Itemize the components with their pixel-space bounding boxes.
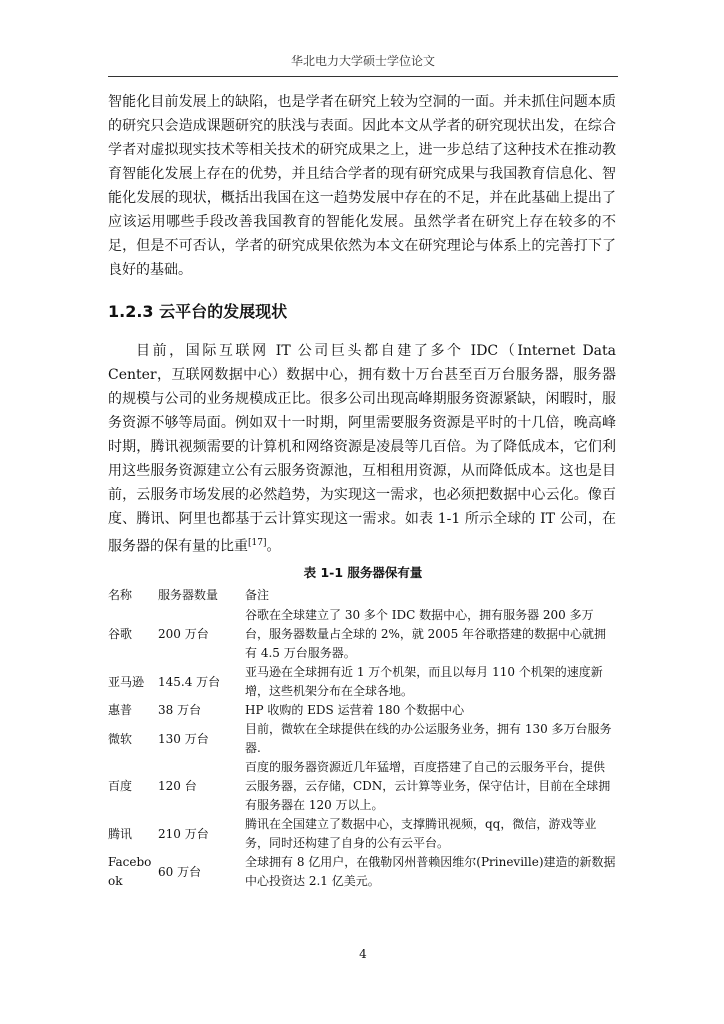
- row-count: 200 万台: [158, 627, 209, 641]
- row-note: 腾讯在全国建立了数据中心，支撑腾讯视频，qq，微信，游戏等业务，同时还构建了自身的公有云平台。: [245, 817, 597, 850]
- table-row: [108, 720, 616, 758]
- table-row: [108, 853, 616, 891]
- row-count: 38 万台: [158, 703, 202, 717]
- server-table: [108, 584, 616, 891]
- row-name: Facebook: [108, 855, 152, 888]
- row-name: 惠普: [108, 703, 133, 717]
- header-note: 备注: [245, 587, 270, 602]
- paragraph-2-end: 。: [266, 538, 281, 555]
- table-row: [108, 606, 616, 663]
- header-rule: [108, 76, 618, 77]
- row-count: 145.4 万台: [158, 674, 221, 689]
- header-count: 服务器数量: [158, 587, 219, 602]
- header-name: 名称: [108, 587, 133, 602]
- row-count: 130 万台: [158, 731, 209, 746]
- row-note: 目前，微软在全球提供在线的办公运服务业务，拥有 130 多万台服务器.: [245, 722, 612, 755]
- row-name: 微软: [108, 731, 133, 746]
- page-number: 4: [359, 947, 367, 961]
- table-header-row: [108, 584, 616, 606]
- row-name: 腾讯: [108, 826, 133, 841]
- body-paragraph-2: [108, 339, 616, 559]
- paragraph-2-text: 目前，国际互联网 IT 公司巨头都自建了多个 IDC（Internet Data Center，互联网数据中心）数据中心，拥有数十万台甚至百万台服务器，服务器的规模与公司的业务规模成正比。很多公司出现高峰期服务资源紧缺，闲暇时，服务资源不够等局面。例如双十一时期，阿里需要服务资源是平时的十几倍，晚高峰时期，腾讯视频需要的计算机和网络资源是凌晨等几百倍。为了降低成本，它们利用这些服务资源建立公有云服务资源池，互相租用资源，从而降低成本。这也是目前，云服务市场发展的必然趋势，为实现这一需求，也必须把数据中心云化。像百度、腾讯、阿里也都基于云计算实现这一需求。如表 1-1 所示全球的 IT 公司，在服务器的保有量的比重: [108, 343, 616, 555]
- row-note: 谷歌在全球建立了 30 多个 IDC 数据中心，拥有服务器 200 多万台，服务器数量占全球的 2%，就 2005 年谷歌搭建的数据中心就拥有 4.5 万台服务器。: [245, 608, 607, 660]
- row-count: 60 万台: [158, 864, 202, 879]
- row-note: 百度的服务器资源近几年猛增，百度搭建了自己的云服务平台，提供云服务器，云存储，CDN，云计算等业务，保守估计，目前在全球拥有服务器在 120 万以上。: [245, 760, 611, 812]
- body-paragraph-1: 智能化目前发展上的缺陷，也是学者在研究上较为空洞的一面。并未抓住问题本质的研究只会造成课题研究的肤浅与表面。因此本文从学者的研究现状出发，在综合学者对虚拟现实技术等相关技术的研究成果之上，进一步总结了这种技术在推动教育智能化发展上存在的优势，并且结合学者的现有研究成果与我国教育信息化、智能化发展的现状，概括出我国在这一趋势发展中存在的不足，并在此基础上提出了应该运用哪些手段改善我国教育的智能化发展。虽然学者在研究上存在较多的不足，但是不可否认，学者的研究成果依然为本文在研究理论与体系上的完善打下了良好的基础。: [108, 94, 616, 278]
- table-row: [108, 815, 616, 853]
- section-heading: 1.2.3 云平台的发展现状: [108, 302, 288, 321]
- table-row: [108, 663, 616, 701]
- running-header: 华北电力大学硕士学位论文: [290, 54, 435, 68]
- row-count: 210 万台: [158, 826, 209, 841]
- citation-ref: [17]: [248, 538, 267, 548]
- row-note: HP 收购的 EDS 运营着 180 个数据中心: [245, 703, 465, 717]
- row-name: 亚马逊: [108, 674, 145, 689]
- row-name: 百度: [108, 779, 133, 793]
- row-count: 120 台: [158, 779, 197, 793]
- row-note: 全球拥有 8 亿用户，在俄勒冈州普赖因维尔(Prineville)建造的新数据中心投资达 2.1 亿美元。: [245, 855, 616, 888]
- table-caption: 表 1-1 服务器保有量: [303, 565, 423, 580]
- table-row: [108, 701, 616, 720]
- table-row: [108, 758, 616, 815]
- row-note: 亚马逊在全球拥有近 1 万个机架，而且以每月 110 个机架的速度新增，这些机架分布在全球各地。: [245, 665, 603, 698]
- row-name: 谷歌: [108, 627, 133, 641]
